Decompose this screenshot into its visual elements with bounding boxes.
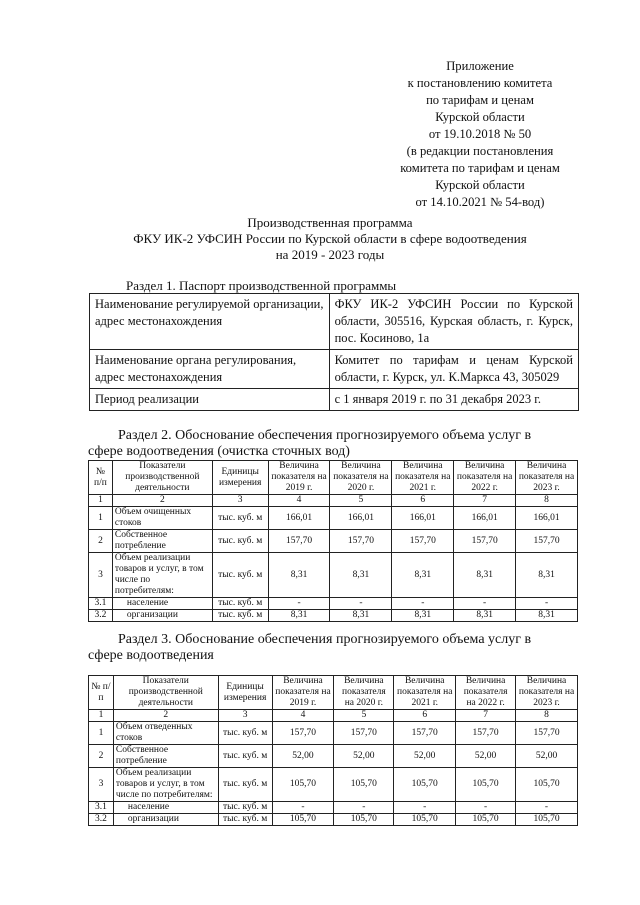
value-cell: 105,70: [394, 814, 456, 826]
unit-cell: тыс. куб. м: [218, 802, 272, 814]
column-number: 1: [89, 710, 114, 722]
indicator-name: организации: [113, 814, 218, 826]
column-number: 2: [113, 710, 218, 722]
value-cell: 157,70: [268, 530, 330, 553]
title-line: Производственная программа: [247, 215, 413, 230]
value-cell: 8,31: [330, 610, 392, 622]
indicator-name: организации: [112, 610, 212, 622]
unit-cell: тыс. куб. м: [212, 530, 268, 553]
value-cell: 157,70: [454, 530, 516, 553]
value-cell: 105,70: [516, 814, 578, 826]
appendix-line: (в редакции постановления: [406, 144, 554, 158]
value-cell: -: [268, 598, 330, 610]
unit-cell: тыс. куб. м: [212, 598, 268, 610]
table-number-row: [89, 710, 578, 722]
value-cell: 8,31: [454, 553, 516, 598]
column-header: Показатели производственной деятельности: [112, 461, 212, 495]
column-number: 8: [516, 710, 578, 722]
value-cell: 105,70: [272, 814, 334, 826]
value-cell: 8,31: [268, 610, 330, 622]
value-cell: 105,70: [272, 768, 334, 802]
passport-value: ФКУ ИК-2 УФСИН России по Курской области, 305516, Курская область, г. Курск, пос. Косиново, 1а: [329, 294, 578, 350]
column-number: 4: [272, 710, 334, 722]
value-cell: 52,00: [516, 745, 578, 768]
table-row: [89, 507, 578, 530]
table-row: [89, 814, 578, 826]
title-line: на 2019 - 2023 годы: [275, 247, 385, 262]
passport-value: с 1 января 2019 г. по 31 декабря 2023 г.: [329, 389, 578, 411]
unit-cell: тыс. куб. м: [212, 553, 268, 598]
column-header: Величина показателя на 2020 г.: [330, 461, 392, 495]
column-number: 7: [456, 710, 516, 722]
table-row: [89, 610, 578, 622]
row-number: 3: [89, 553, 113, 598]
row-number: 3: [89, 768, 114, 802]
column-header: Величина показателя на 2022 г.: [456, 676, 516, 710]
value-cell: 105,70: [456, 768, 516, 802]
value-cell: 52,00: [334, 745, 394, 768]
appendix-line: Курской области: [435, 110, 525, 124]
heading-line: сфере водоотведения (очистка сточных вод): [88, 444, 350, 459]
value-cell: -: [516, 598, 578, 610]
unit-cell: тыс. куб. м: [218, 814, 272, 826]
value-cell: 8,31: [330, 553, 392, 598]
value-cell: -: [516, 802, 578, 814]
row-number: 3.2: [89, 814, 114, 826]
passport-table: [89, 293, 579, 411]
value-cell: 157,70: [334, 722, 394, 745]
value-cell: -: [330, 598, 392, 610]
column-number: 3: [212, 495, 268, 507]
section3-table: [88, 675, 578, 826]
indicator-name: Собственное потребление: [112, 530, 212, 553]
section3-heading: [88, 632, 578, 664]
value-cell: -: [392, 598, 454, 610]
section2-table: [88, 460, 578, 622]
value-cell: 105,70: [334, 814, 394, 826]
row-number: 2: [89, 530, 113, 553]
table-row: [89, 598, 578, 610]
table-row: [89, 802, 578, 814]
value-cell: 8,31: [392, 553, 454, 598]
table-row: [90, 294, 579, 350]
value-cell: -: [454, 598, 516, 610]
value-cell: 8,31: [454, 610, 516, 622]
value-cell: 166,01: [392, 507, 454, 530]
row-number: 3.1: [89, 598, 113, 610]
value-cell: 157,70: [394, 722, 456, 745]
row-number: 1: [89, 507, 113, 530]
column-number: 5: [334, 710, 394, 722]
table-row: [90, 350, 579, 389]
section1-heading: Раздел 1. Паспорт производственной программы: [126, 278, 397, 293]
table-header-row: [89, 461, 578, 495]
column-number: 5: [330, 495, 392, 507]
value-cell: -: [334, 802, 394, 814]
section2-heading: [88, 428, 578, 460]
appendix-line: Приложение: [446, 59, 514, 73]
column-number: 3: [218, 710, 272, 722]
column-header: Показатели производственной деятельности: [113, 676, 218, 710]
column-header: Величина показателя на 2021 г.: [392, 461, 454, 495]
column-header: Величина показателя на 2019 г.: [272, 676, 334, 710]
appendix-line: от 19.10.2018 № 50: [428, 127, 532, 141]
indicator-name: Объем очищенных стоков: [112, 507, 212, 530]
value-cell: 105,70: [516, 768, 578, 802]
value-cell: 8,31: [516, 610, 578, 622]
value-cell: -: [456, 802, 516, 814]
row-number: 2: [89, 745, 114, 768]
value-cell: 105,70: [334, 768, 394, 802]
column-header: № п/п: [89, 461, 113, 495]
value-cell: 8,31: [268, 553, 330, 598]
column-header: Величина показателя на 2023 г.: [516, 461, 578, 495]
table-row: [89, 768, 578, 802]
unit-cell: тыс. куб. м: [212, 610, 268, 622]
row-number: 1: [89, 722, 114, 745]
column-header: Величина показателя на 2023 г.: [516, 676, 578, 710]
column-header: Единицы измерения: [212, 461, 268, 495]
column-header: № п/п: [89, 676, 114, 710]
table-row: [89, 530, 578, 553]
heading-line: Раздел 2. Обоснование обеспечения прогнозируемого объема услуг в: [118, 428, 532, 443]
value-cell: 157,70: [272, 722, 334, 745]
indicator-name: население: [112, 598, 212, 610]
value-cell: 157,70: [330, 530, 392, 553]
table-header-row: [89, 676, 578, 710]
column-header: Величина показателя на 2022 г.: [454, 461, 516, 495]
column-number: 4: [268, 495, 330, 507]
value-cell: 166,01: [330, 507, 392, 530]
column-number: 2: [112, 495, 212, 507]
value-cell: 157,70: [456, 722, 516, 745]
unit-cell: тыс. куб. м: [218, 745, 272, 768]
value-cell: 157,70: [392, 530, 454, 553]
appendix-line: Курской области: [435, 178, 525, 192]
appendix-block: [380, 58, 580, 211]
row-number: 3.2: [89, 610, 113, 622]
value-cell: 52,00: [394, 745, 456, 768]
column-number: 6: [394, 710, 456, 722]
passport-label: Период реализации: [90, 389, 330, 411]
column-header: Единицы измерения: [218, 676, 272, 710]
heading-line: Раздел 3. Обоснование обеспечения прогнозируемого объема услуг в: [118, 632, 532, 647]
indicator-name: Собственное потребление: [113, 745, 218, 768]
table-number-row: [89, 495, 578, 507]
column-number: 6: [392, 495, 454, 507]
value-cell: 157,70: [516, 722, 578, 745]
value-cell: 8,31: [516, 553, 578, 598]
appendix-line: по тарифам и ценам: [426, 93, 534, 107]
unit-cell: тыс. куб. м: [212, 507, 268, 530]
appendix-line: от 14.10.2021 № 54-вод): [415, 195, 545, 209]
indicator-name: Объем реализации товаров и услуг, в том числе по потребителям:: [112, 553, 212, 598]
column-number: 7: [454, 495, 516, 507]
table-row: [90, 389, 579, 411]
value-cell: 105,70: [394, 768, 456, 802]
document-title: [60, 215, 600, 263]
heading-line: сфере водоотведения: [88, 648, 214, 663]
value-cell: 166,01: [454, 507, 516, 530]
column-number: 1: [89, 495, 113, 507]
value-cell: -: [394, 802, 456, 814]
value-cell: 166,01: [268, 507, 330, 530]
row-number: 3.1: [89, 802, 114, 814]
indicator-name: Объем реализации товаров и услуг, в том числе по потребителям:: [113, 768, 218, 802]
value-cell: -: [272, 802, 334, 814]
appendix-line: к постановлению комитета: [407, 76, 553, 90]
appendix-line: комитета по тарифам и ценам: [400, 161, 560, 175]
column-header: Величина показателя на 2019 г.: [268, 461, 330, 495]
passport-label: Наименование регулируемой организации, адрес местонахождения: [90, 294, 330, 350]
passport-value: Комитет по тарифам и ценам Курской области, г. Курск, ул. К.Маркса 43, 305029: [329, 350, 578, 389]
table-row: [89, 745, 578, 768]
value-cell: 157,70: [516, 530, 578, 553]
column-header: Величина показателя на 2020 г.: [334, 676, 394, 710]
value-cell: 8,31: [392, 610, 454, 622]
value-cell: 52,00: [456, 745, 516, 768]
column-header: Величина показателя на 2021 г.: [394, 676, 456, 710]
value-cell: 52,00: [272, 745, 334, 768]
indicator-name: население: [113, 802, 218, 814]
column-number: 8: [516, 495, 578, 507]
passport-label: Наименование органа регулирования, адрес местонахождения: [90, 350, 330, 389]
indicator-name: Объем отведенных стоков: [113, 722, 218, 745]
unit-cell: тыс. куб. м: [218, 768, 272, 802]
value-cell: 105,70: [456, 814, 516, 826]
value-cell: 166,01: [516, 507, 578, 530]
title-line: ФКУ ИК-2 УФСИН России по Курской области в сфере водоотведения: [133, 231, 527, 246]
unit-cell: тыс. куб. м: [218, 722, 272, 745]
table-row: [89, 553, 578, 598]
table-row: [89, 722, 578, 745]
